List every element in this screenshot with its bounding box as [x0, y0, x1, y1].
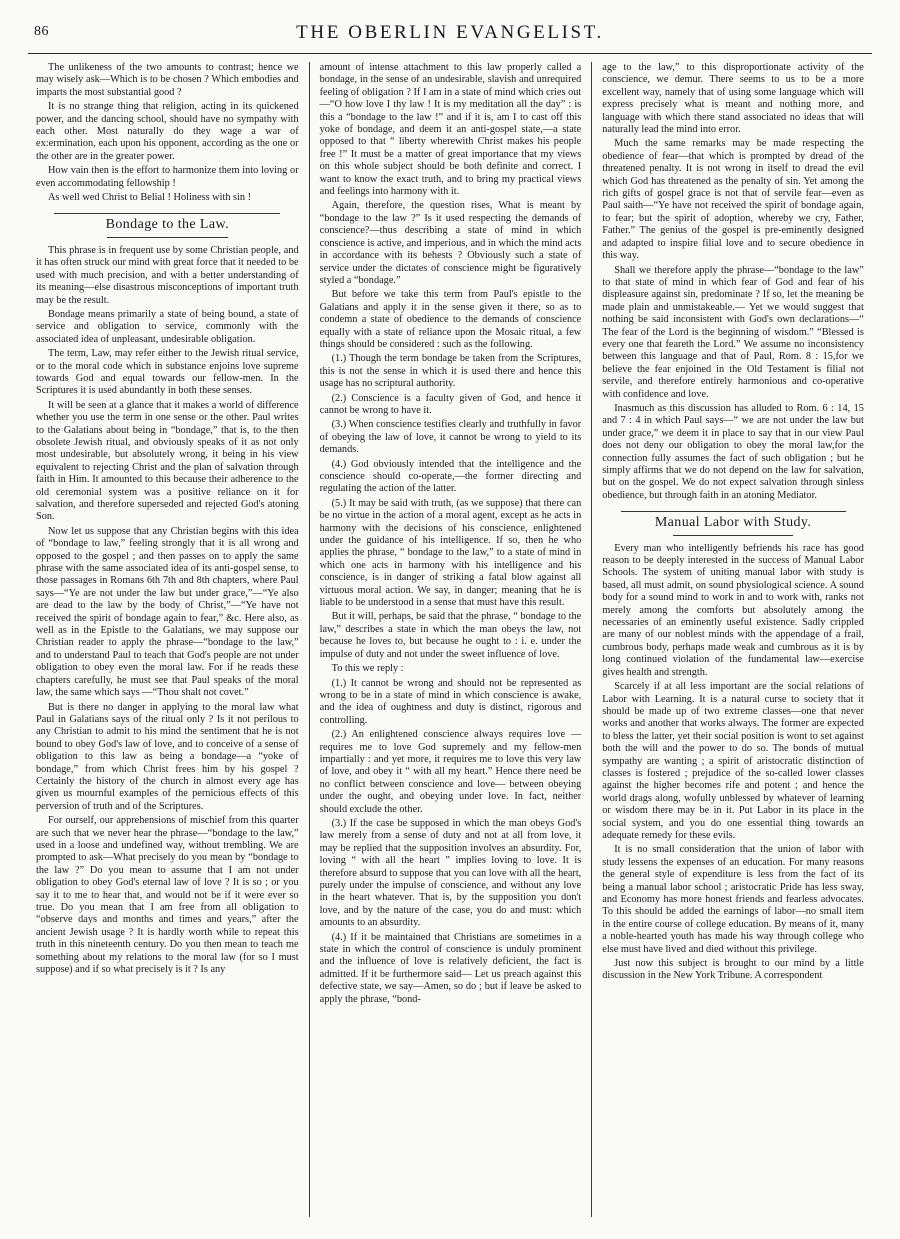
- paragraph: Much the same remarks may be made respecting the obedience of fear—that which is prompted by dread of the threatened penalty. It is not wrong in itself to dread the evil which God has threatened as the penalty of sin. Yet among the rich gifts of gospel grace is not that of servile fear—even as Paul saith—“Ye have not received the spirit of bondage again, to fear; but the spirit of adoption, whereby we cry, Father, Father.” The genius of the gospel is pre-eminently designed and adapted to inspire filial love and to secure obedience in this way.: [602, 138, 864, 262]
- page-number: 86: [34, 24, 49, 39]
- paragraph: (3.) When conscience testifies clearly and truthfully in favor of obeying the law of love, it cannot be wrong to yield to its demands.: [319, 419, 582, 456]
- article-heading: [602, 511, 864, 535]
- paragraph: It is no strange thing that religion, acting in its quickened power, and the dancing school, should have no sympathy with each other. Most naturally do they wage a war of ex:ermination, each upon his opponent, according as the one or the other are in the greater power.: [36, 101, 299, 162]
- paragraph: For ourself, our apprehensions of mischief from this quarter are such that we never hear the phrase—“bondage to the law,” used in a loose and undefined way, without trembling. We are prompted to ask—What precisely do you mean by “bondage to the law ?” Do you mean to assume that I am not under obligation to obey God's eternal law of love ? It is so ; or you say it to me to hear that, and would not be if it were ever so true. Do you mean that I am free from all obligation to “observe days and months and times and years,” after the ancient Jewish usage ? It is hardly worth while to repeat this truth in this nineteenth century. Do you then mean to teach me something about my relations to the moral law (for so I must suppose) and if so what precisely is it ? Is any: [36, 815, 299, 976]
- paragraph: Bondage means primarily a state of being bound, a state of service and obligation to service, commonly with the associated idea of unpleasant, undesirable obligation.: [36, 308, 299, 345]
- masthead: [26, 22, 874, 48]
- paragraph: (5.) It may be said with truth, (as we suppose) that there can be no virtue in the action of a moral agent, except as he acts in harmony with the decisions of his conscience, enlightened under the guidance of his intelligence. If so, then he who applies the phrase, “ bondage to the law,” to a state of mind in which one acts in harmony with his intelligence and his conscience, is in danger of striking a fatal blow against all virtuous moral action. We say, in danger; meaning that he is liable to be understood in a sense that must have this result.: [319, 497, 582, 609]
- paragraph: To this we reply :: [331, 663, 404, 675]
- paragraph: It is no small consideration that the union of labor with study lessens the expenses of an education. For many reasons the general style of expenditure is less from the fact of its being a manual labor school ; aristocratic Pride has less sway, and Economy has more honest friends and fearless advocates. To this should be added the earnings of labor—no small item in the entire course of college education. By means of it, many a noble-hearted youth has made his way through college who else must have lived and died without this privilege.: [602, 844, 864, 955]
- heading-rule-bottom: [107, 237, 228, 238]
- text-column-3: [591, 62, 874, 1217]
- paragraph: But it will, perhaps, be said that the phrase, “ bondage to the law,” describes a state in which the man obeys the law, not because he loves to, but because he ought to : i. e. under the impulse of duty and not under the sweet influence of love.: [319, 611, 582, 660]
- paragraph: But before we take this term from Paul's epistle to the Galatians and apply it in the sense given it there, so as to condemn a state of obedience to the demands of conscience equally with a state of reliance upon the Mosaic ritual, a few things should be considered : such as the following.: [319, 289, 582, 350]
- paragraph: But is there no danger in applying to the moral law what Paul in Galatians says of the ritual only ? Is it not perilous to any Christian to admit to his mind the sentiment that he is not bound to obey God's law of love, and to conceive of a sense of obligation to this law as being a bondage—a “yoke of bondage,” from which Christ frees him by his gospel ? Certainly the history of the church in almost every age has given us mournful examples of the pernicious effects of this perversion of truth and of the Scriptures.: [36, 701, 299, 812]
- paragraph: (2.) An enlightened conscience always requires love —requires me to love God supremely and my fellow-men impartially : and yet more, it requires me to love this very law of love, and obey it “ with all my heart.” Hence there need be no conflict between conscience and love— between obeying under the ought, and obeying under love. In fact, neither should exclude the other.: [319, 729, 582, 815]
- paragraph: Shall we therefore apply the phrase—“bondage to the law” to that state of mind in which fear of God and fear of his displeasure against sin, predominate ? If so, let the meaning be made plain and unmistakeable.— Yet we would suggest that nothing be said inconsistent with God's own declarations—“ The fear of the Lord is the beginning of wisdom.” “Blessed is every one that feareth the Lord.” We assume no inconsistency between this language and that of Paul, Rom. 8 : 15,for we believe the fear enjoined in the Old Testament is filial not servile, and therefore entirely harmonious and co-operative with confidence and love.: [602, 264, 864, 400]
- heading-rule-bottom: [673, 535, 793, 536]
- article-title: Bondage to the Law.: [105, 217, 229, 233]
- paragraph: Scarcely if at all less important are the social relations of Labor with Learning. It is a natural curse to society that it should be made up of two extreme classes—one that never works and another that works always. The former are expected to bless the latter, yet their social position is wont to set against both the will and the power to do so. The bonds of mutual sympathy are wanting ; a spirit of aristocratic distinction of classes is fostered ; prejudice of the so-called lower classes against the higher becomes rife and potent ; and hence the world drags along, wofully unblessed by whatever of learning or wisdom there may be in it. Put Labor in its place in the social system, and you do one essential thing towards an adequate remedy for these evils.: [602, 681, 864, 841]
- article-heading: [36, 213, 299, 237]
- paragraph: Inasmuch as this discussion has alluded to Rom. 6 : 14, 15 and 7 : 4 in which Paul says—“ we are not under the law but under grace,” we deem it in place to say that in our view Paul does not deny our obligation to obey the moral law,for the connection fully assumes the fact of such obligation ; but he simply affirms that we do not depend on the law for salvation, but on the gospel. We do not expect salvation through sinless obedience, but through faith in an atoning Mediator.: [602, 402, 864, 501]
- paragraph: (1.) Though the term bondage be taken from the Scriptures, this is not the sense in which it is used there and hence this usage has no scriptural authority.: [319, 353, 582, 390]
- paragraph: (4.) If it be maintained that Christians are sometimes in a state in which the control of conscience is unduly prominent and the influence of love is relatively deficient, the fact is admitted. If it be furthermore said— Let us preach against this defective state, we say—Amen, so do ; but if leave be asked to apply the phrase, “bond-: [319, 931, 582, 1005]
- text-column-1: [26, 62, 309, 1217]
- paragraph: (2.) Conscience is a faculty given of God, and hence it cannot be wrong to have it.: [319, 392, 582, 416]
- paragraph: Every man who intelligently befriends his race has good reason to be deeply interested in the success of Manual Labor Schools. The system of uniting manual labor with study is based, all must admit, on sound physiological science. A sound body for a sound mind to work in and to work with, ranks not merely among the comforts but absolutely among the necessaries of an eminently useful existence. Sadly crippled are many of our noblest minds with the appendage of a frail, cumbrous body, perhaps made weak and cumbrous as it is by long continued violation of the fundamental law—exercise gives health and strength.: [602, 542, 864, 678]
- paragraph: Again, therefore, the question rises, What is meant by “bondage to the law ?” Is it used respecting the demands of conscience?—thus describing a state of mind in which conscience is active, and imperious, and in which the mind acts in accordance with its behests ? Obviously such a state of service under the dictates of conscience might be figuratively styled a “bondage.”: [319, 200, 582, 286]
- paragraph: age to the law,” to this disproportionate activity of the conscience, we demur. There seems to us to be a more excellent way, namely that of using some language which will express precisely what is meant and nothing more, and language with which there stand associated no ideas that will naturally lead the mind into error.: [602, 62, 864, 136]
- paragraph: Just now this subject is brought to our mind by a little discussion in the New York Tribune. A correspondent: [602, 958, 864, 982]
- paragraph: Now let us suppose that any Christian begins with this idea of “bondage to law,” feeling strongly that it is all wrong and opposed to the gospel ; and then passes on to apply the same phrase with the same associated idea of its anti-gospel sense, to those passages in Romans 6th 7th and 8th chapters, where Paul says—“Ye are not under the law but under grace,”—“Ye also are dead to the law by the body of Christ,”—“Ye have not received the spirit of bondage again to fear,” &c. Here also, as well as in the Epistle to the Galatians, we may suppose our Christian reader to apply the phrase—“bondage to the law,” and to understand Paul to teach that God's people are not under obligation to obey even the moral law. For if he reads these chapters carefully, he must see that Paul speaks of the moral law, the same which says —“Thou shalt not covet.”: [36, 525, 299, 699]
- paragraph: It will be seen at a glance that it makes a world of difference whether you use the term in one sense or the other. Paul writes to the Galatians about being in “bondage,” that is, to the then obsolete Jewish ritual, and obviously speaks of it as not only most undesirable, but absolutely wrong, it being in his view equivalent to rejecting Christ and the plan of salvation through faith in Him. It amounted to this because their adherence to the old ceremonial system was a positive reliance on it for salvation, and therefore superseded and rejected God's atoning Son.: [36, 399, 299, 523]
- article-title: Manual Labor with Study.: [654, 515, 812, 531]
- text-column-2: [309, 62, 592, 1217]
- paragraph: As well wed Christ to Belial ! Holiness with sin !: [48, 192, 252, 204]
- paragraph: How vain then is the effort to harmonize them into loving or even accommodating fellowship !: [36, 165, 299, 189]
- paragraph: amount of intense attachment to this law properly called a bondage, in the sense of an undesirable, slavish and unrequired feeling of obligation ? If I am in a state of mind which cries out—“O how love I thy law ! It is my meditation all the day” : is this a “bondage to the law !” and if it is, am I to cast off this yoke of bondage, and deem it an anti-gospel state,—a state opposed to that “ liberty wherewith Christ makes his people free !” It must be a matter of great importance that my views on this whole subject should be both definite and correct. I want to know the exact truth, and to bring my practical views and feelings into harmony with it.: [319, 62, 582, 198]
- column-container: [26, 62, 874, 1217]
- paragraph: The unlikeness of the two amounts to contrast; hence we may wisely ask—Which is to be chosen ? Which embodies and imparts the most substantial good ?: [36, 62, 299, 98]
- paragraph: (4.) God obviously intended that the intelligence and the conscience should co-operate,—the former directing and regulating the action of the latter.: [319, 458, 582, 495]
- paragraph: (3.) If the case be supposed in which the man obeys God's law merely from a sense of duty and not at all from love, it may be replied that the supposition involves an absurdity. For, loving “ with all the heart ” implies loving to love. It is therefore absurd to suppose that you can love with all the heart, purely under the impulse of conscience, and without any love in the heart whatever. That is, by the supposition you don't love, and by the nature of the case, you do and must: which amounts to an absurdity.: [319, 817, 582, 929]
- paragraph: The term, Law, may refer either to the Jewish ritual service, or to the moral code which in substance enjoins love supreme towards God and equal towards our fellow-men. In the Scriptures it is used abundantly in both these senses.: [36, 348, 299, 397]
- publication-title: THE OBERLIN EVANGELIST.: [296, 22, 604, 43]
- heading-rule-top: [621, 511, 846, 512]
- heading-rule-top: [54, 213, 280, 214]
- paragraph: This phrase is in frequent use by some Christian people, and it has often struck our mind with great force that it needed to be used with much precision, and with a better understanding of its meaning—else disastrous misconceptions of important truth may be the result.: [36, 244, 299, 306]
- paragraph: (1.) It cannot be wrong and should not be represented as wrong to be in a state of mind in which conscience is awake, and the idea of oughtness and duty is distinct, rigorous and controlling.: [319, 677, 582, 726]
- masthead-rule: [28, 53, 872, 54]
